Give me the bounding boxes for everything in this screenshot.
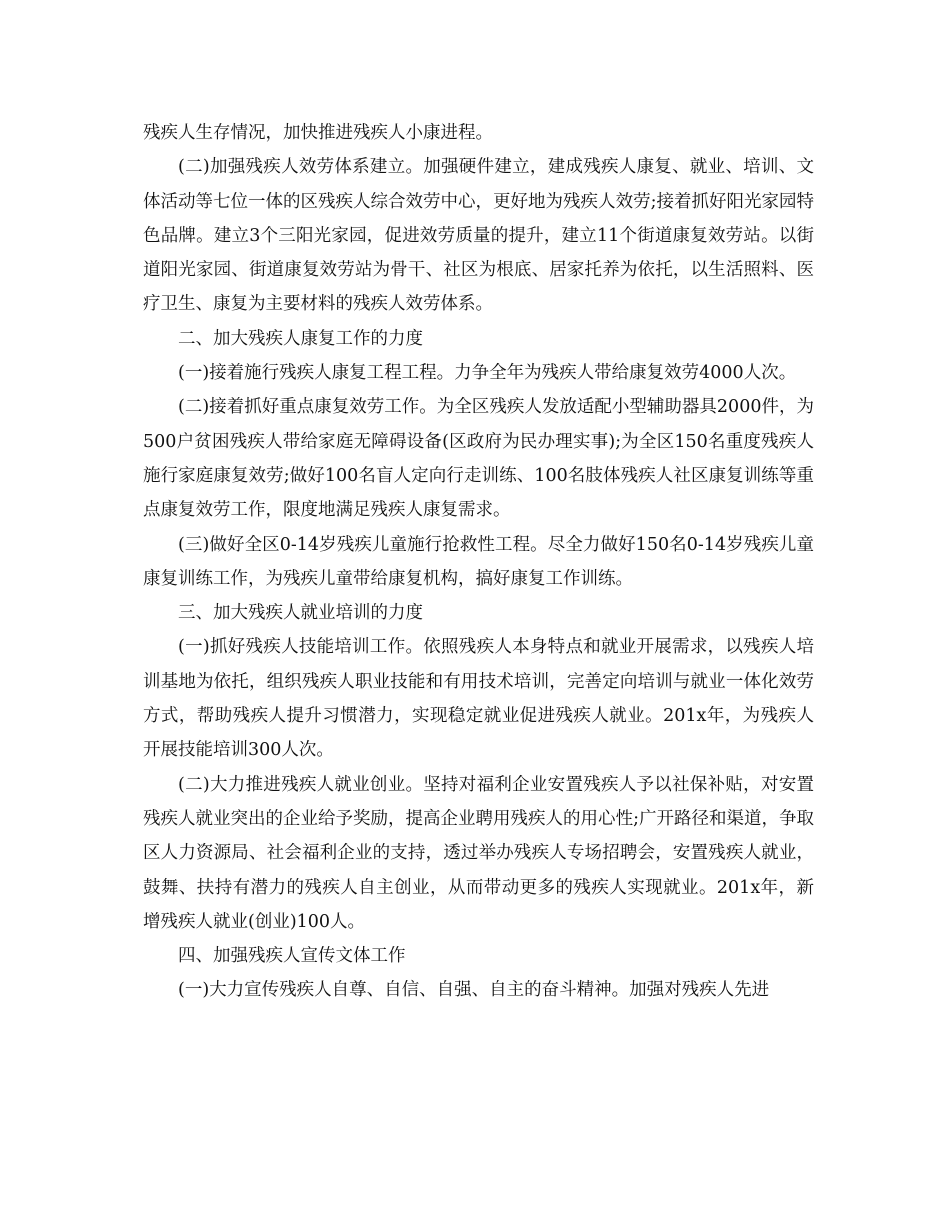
paragraph-publicity-spirit: (一)大力宣传残疾人自尊、自信、自强、自主的奋斗精神。加强对残疾人先进 — [178, 980, 770, 1001]
document-body — [143, 116, 814, 1008]
section-heading-employment-training: 三、加大残疾人就业培训的力度 — [178, 603, 423, 624]
paragraph-key-rehab-services: (二)接着抓好重点康复效劳工作。为全区残疾人发放适配小型辅助器具2000件，为500户贫困残疾人带给家庭无障碍设备(区政府为民办理实事);为全区150名重度残疾人施行家庭康复效劳;做好100名盲人定向行走训练、100名肢体残疾人社区康复训练等重点康复效劳工作，限度地满足残疾人康复需求。 — [143, 397, 814, 521]
paragraph-service-system: (二)加强残疾人效劳体系建立。加强硬件建立，建成残疾人康复、就业、培训、文体活动等七位一体的区残疾人综合效劳中心，更好地为残疾人效劳;接着抓好阳光家园特色品牌。建立3个三阳光家园，促进效劳质量的提升，建立11个街道康复效劳站。以街道阳光家园、街道康复效劳站为骨干、社区为根底、居家托养为依托，以生活照料、医疗卫生、康复为主要材料的残疾人效劳体系。 — [143, 157, 814, 315]
paragraph-employment-entrepreneurship: (二)大力推进残疾人就业创业。坚持对福利企业安置残疾人予以社保补贴，对安置残疾人就业突出的企业给予奖励，提高企业聘用残疾人的用心性;广开路径和渠道，争取区人力资源局、社会福利企业的支持，透过举办残疾人专场招聘会，安置残疾人就业，鼓舞、扶持有潜力的残疾人自主创业，从而带动更多的残疾人实现就业。201x年，新增残疾人就业(创业)100人。 — [143, 774, 814, 932]
paragraph-children-rescue: (三)做好全区0-14岁残疾儿童施行抢救性工程。尽全力做好150名0-14岁残疾儿童康复训练工作，为残疾儿童带给康复机构，搞好康复工作训练。 — [143, 534, 814, 589]
section-heading-rehabilitation: 二、加大残疾人康复工作的力度 — [178, 328, 423, 349]
paragraph-skills-training: (一)抓好残疾人技能培训工作。依照残疾人本身特点和就业开展需求，以残疾人培训基地为依托，组织残疾人职业技能和有用技术培训，完善定向培训与就业一体化效劳方式，帮助残疾人提升习惯潜力，实现稳定就业促进残疾人就业。201x年，为残疾人开展技能培训300人次。 — [143, 637, 814, 761]
section-heading-publicity-culture: 四、加强残疾人宣传文体工作 — [178, 946, 406, 967]
paragraph-continuation: 残疾人生存情况，加快推进残疾人小康进程。 — [143, 123, 493, 143]
paragraph-rehab-project: (一)接着施行残疾人康复工程工程。力争全年为残疾人带给康复效劳4000人次。 — [178, 363, 797, 384]
